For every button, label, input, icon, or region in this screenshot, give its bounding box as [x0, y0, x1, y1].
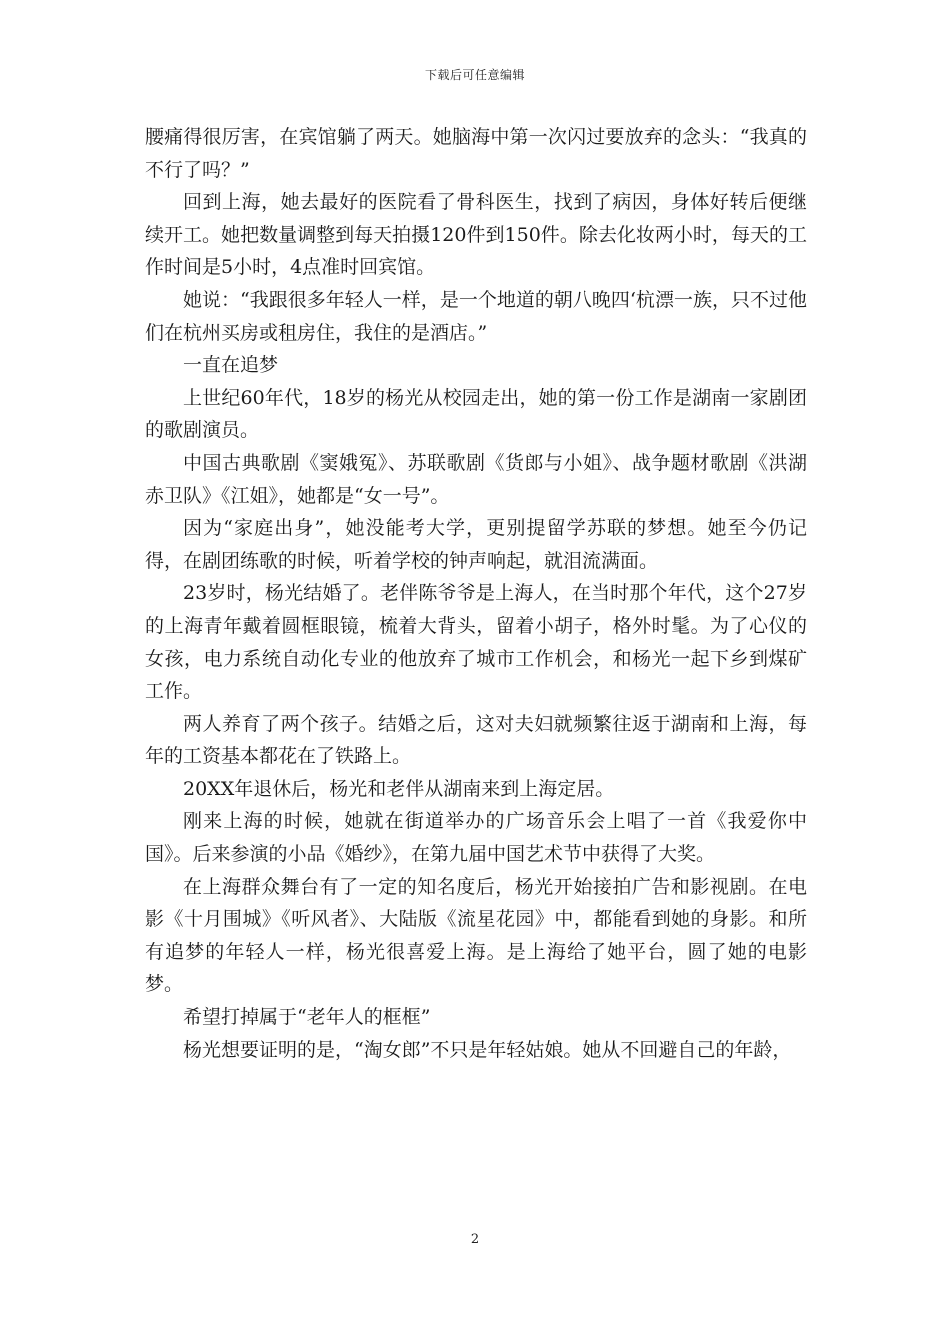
section-heading: 希望打掉属于“老年人的框框”: [183, 1006, 431, 1029]
paragraph: 杨光想要证明的是，“淘女郎”不只是年轻姑娘。她从不回避自己的年龄，: [183, 1038, 792, 1061]
document-body: [145, 121, 807, 1066]
section-heading: 一直在追梦: [183, 354, 279, 377]
paragraph: 刚来上海的时候，她就在街道举办的广场音乐会上唱了一首《我爱你中国》。后来参演的小品《婚纱》，在第九届中国艺术节中获得了大奖。: [145, 810, 807, 866]
paragraph: 两人养育了两个孩子。结婚之后，这对夫妇就频繁往返于湖南和上海，每年的工资基本都花在了铁路上。: [145, 712, 807, 768]
paragraph: 20XX年退休后，杨光和老伴从湖南来到上海定居。: [183, 777, 615, 800]
paragraph: 腰痛得很厉害，在宾馆躺了两天。她脑海中第一次闪过要放弃的念头：“我真的不行了吗？”: [145, 126, 807, 181]
paragraph: 23岁时，杨光结婚了。老伴陈爷爷是上海人，在当时那个年代，这个27岁的上海青年戴着圆框眼镜，梳着大背头，留着小胡子，格外时髦。为了心仪的女孩，电力系统自动化专业的他放弃了城市工作机会，和杨光一起下乡到煤矿工作。: [145, 582, 807, 703]
page-header-note: 下载后可任意编辑: [424, 68, 525, 82]
paragraph: 上世纪60年代，18岁的杨光从校园走出，她的第一份工作是湖南一家剧团的歌剧演员。: [145, 386, 807, 442]
paragraph: 回到上海，她去最好的医院看了骨科医生，找到了病因，身体好转后便继续开工。她把数量调整到每天拍摄120件到150件。除去化妆两小时，每天的工作时间是5小时，4点准时回宾馆。: [145, 191, 807, 279]
paragraph: 她说：“我跟很多年轻人一样，是一个地道的朝八晚四‘杭漂一族，只不过他们在杭州买房或租房住，我住的是酒店。”: [145, 288, 807, 344]
paragraph: 在上海群众舞台有了一定的知名度后，杨光开始接拍广告和影视剧。在电影《十月围城》《听风者》、大陆版《流星花园》中，都能看到她的身影。和所有追梦的年轻人一样，杨光很喜爱上海。是上海给了她平台，圆了她的电影梦。: [145, 875, 807, 996]
paragraph: 中国古典歌剧《窦娥冤》、苏联歌剧《货郎与小姐》、战争题材歌剧《洪湖赤卫队》《江姐》，她都是“女一号”。: [145, 451, 807, 507]
page-number: 2: [470, 1232, 480, 1247]
paragraph: 因为“家庭出身”，她没能考大学，更别提留学苏联的梦想。她至今仍记得，在剧团练歌的时候，听着学校的钟声响起，就泪流满面。: [145, 517, 807, 572]
